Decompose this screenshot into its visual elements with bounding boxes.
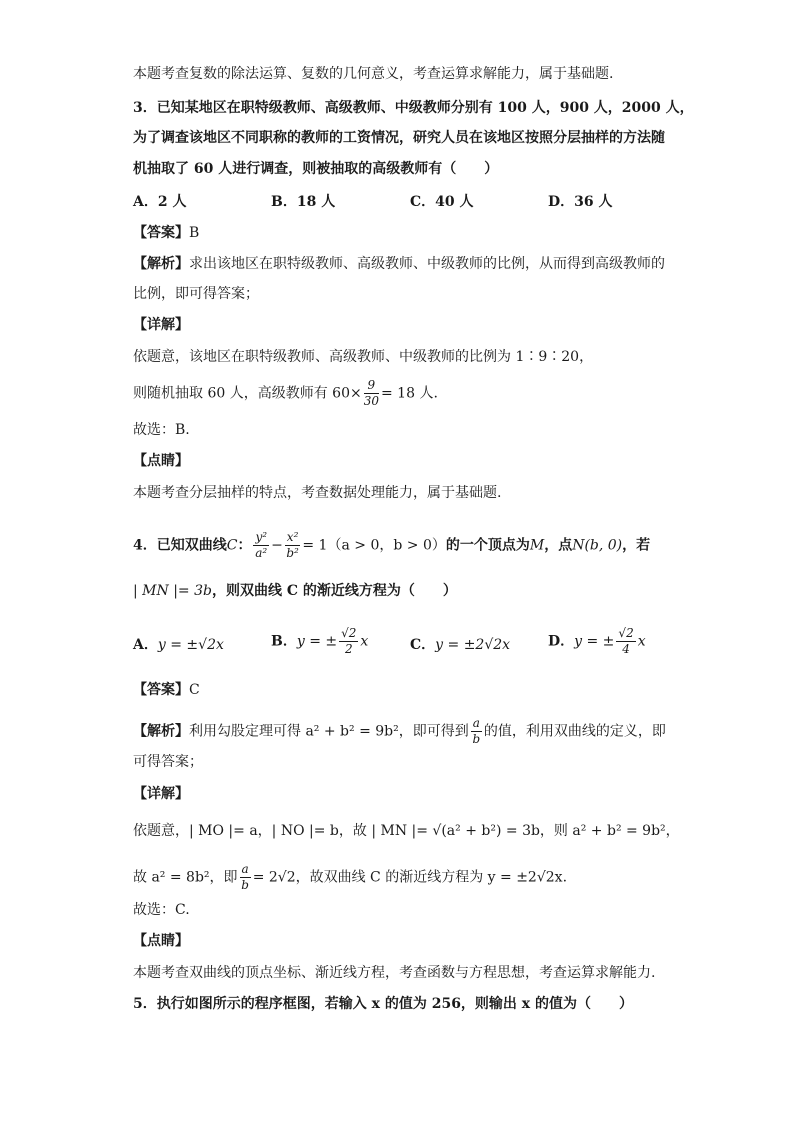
- fraction: [339, 626, 358, 657]
- denominator: 2: [344, 642, 353, 656]
- q3-analysis-line2: 比例，即可得答案；: [133, 286, 259, 302]
- option-letter: C．: [410, 637, 436, 653]
- q4-option-c: [410, 634, 510, 654]
- q3-answer: [133, 223, 199, 243]
- q4-detail-result: = 2√2，故双曲线 C 的渐近线方程为 y = ±2√2x.: [252, 869, 568, 886]
- q4-review-tag: 【点睛】: [133, 933, 189, 949]
- numerator: x²: [286, 530, 299, 544]
- numerator: 9: [364, 378, 379, 394]
- analysis-text-cont: 的值，利用双曲线的定义，即: [483, 723, 666, 740]
- point-text: ，点: [544, 537, 573, 554]
- denominator: 4: [622, 642, 630, 656]
- q3-option-d: D．36 人: [548, 194, 613, 210]
- option-letter: B．: [271, 633, 297, 650]
- q3-detail-line2: [133, 378, 438, 409]
- denominator: b: [241, 878, 249, 892]
- fraction-x2-b2: [285, 530, 301, 561]
- denominator: b: [472, 732, 481, 746]
- q3-detail-line1: 依题意，该地区在职特级教师、高级教师、中级教师的比例为 1∶9∶20，: [133, 349, 594, 365]
- option-formula-pre: y = ±: [296, 633, 338, 650]
- q4-review-text: 本题考查双曲线的顶点坐标、渐近线方程，考查函数与方程思想，考查运算求解能力.: [133, 965, 656, 981]
- denominator: a²: [255, 546, 268, 560]
- q3-detail-text: 则随机抽取 60 人，高级教师有 60×: [133, 385, 362, 402]
- curve-name: C: [226, 537, 238, 554]
- option-formula-post: x: [637, 633, 646, 650]
- fraction: [364, 378, 379, 409]
- q4-detail-line2: [133, 862, 567, 893]
- answer-value: B: [189, 225, 200, 241]
- q3-analysis-line1: [133, 254, 665, 274]
- q3-stem-line2: 为了调查该地区不同职称的教师的工资情况，研究人员在该地区按照分层抽样的方法随: [133, 130, 665, 146]
- q4-analysis-line1: [133, 716, 666, 747]
- intro-text: 本题考查复数的除法运算、复数的几何意义，考查运算求解能力，属于基础题.: [133, 66, 614, 82]
- q4-answer: [133, 680, 200, 700]
- q3-option-c: C．40 人: [410, 194, 474, 210]
- analysis-text: 求出该地区在职特级教师、高级教师、中级教师的比例，从而得到高级教师的: [189, 256, 665, 272]
- option-formula: y = ±√2x: [157, 637, 224, 653]
- point-n: N(b, 0): [572, 537, 623, 554]
- if-text: ，若: [622, 537, 651, 554]
- q3-review-text: 本题考查分层抽样的特点，考查数据处理能力，属于基础题.: [133, 485, 502, 501]
- numerator: y²: [255, 530, 268, 544]
- q4-stem-question: ，则双曲线 C 的渐近线方程为（ ）: [211, 583, 457, 599]
- vertex-m: M: [529, 537, 545, 554]
- option-letter: D．: [548, 633, 575, 650]
- q4-option-b: [271, 626, 368, 657]
- q4-detail-text: 故 a² = 8b²，即: [133, 869, 238, 886]
- colon: ：: [237, 537, 252, 554]
- q4-option-d: [548, 626, 646, 657]
- q4-stem-intro: 4．已知双曲线: [133, 537, 227, 554]
- denominator: b²: [286, 546, 299, 560]
- q3-choose: 故选：B.: [133, 422, 190, 438]
- q3-option-b: B．18 人: [271, 194, 336, 210]
- fraction-a-b: [471, 716, 482, 747]
- answer-tag: 【答案】: [133, 225, 189, 241]
- option-letter: A．: [133, 637, 158, 653]
- denominator: 30: [363, 394, 379, 408]
- fraction-y2-a2: [253, 530, 269, 561]
- q4-stem-line1: [133, 530, 650, 561]
- q3-option-a: A．2 人: [133, 194, 187, 210]
- q3-stem-line3: 机抽取了 60 人进行调查，则被抽取的高级教师有（ ）: [133, 161, 499, 177]
- q4-stem-line2: [133, 581, 457, 601]
- analysis-tag: 【解析】: [133, 256, 189, 272]
- analysis-tag: 【解析】: [133, 723, 189, 740]
- analysis-text: 利用勾股定理可得 a² + b² = 9b²，即可得到: [189, 723, 469, 740]
- option-formula-pre: y = ±: [574, 633, 615, 650]
- answer-tag: 【答案】: [133, 682, 189, 698]
- q4-choose: 故选：C.: [133, 902, 190, 918]
- equation-rhs: = 1（a > 0，b > 0）: [302, 537, 446, 554]
- q4-detail-line1: 依题意，| MO |= a，| NO |= b，故 | MN |= √(a² + b²) = 3b，则 a² + b² = 9b²，: [133, 823, 680, 839]
- option-formula-post: x: [360, 633, 369, 650]
- answer-value: C: [189, 682, 200, 698]
- fraction-a-b: [240, 862, 251, 893]
- numerator: a: [472, 716, 480, 730]
- numerator: √2: [341, 626, 357, 640]
- numerator: a: [241, 862, 249, 876]
- q4-option-a: [133, 634, 224, 654]
- q4-detail-tag: 【详解】: [133, 786, 189, 802]
- mn-condition: | MN |= 3b: [133, 583, 212, 599]
- fraction: [616, 626, 635, 657]
- q3-detail-result: = 18 人.: [381, 385, 438, 402]
- numerator: √2: [618, 626, 634, 640]
- option-formula: y = ±2√2x: [435, 637, 511, 653]
- q4-analysis-line2: 可得答案；: [133, 754, 203, 770]
- q3-review-tag: 【点睛】: [133, 453, 189, 469]
- q3-stem-line1: 3．已知某地区在职特级教师、高级教师、中级教师分别有 100 人，900 人，2000 人，: [133, 100, 694, 116]
- q3-detail-tag: 【详解】: [133, 317, 189, 333]
- q5-stem: 5．执行如图所示的程序框图，若输入 x 的值为 256，则输出 x 的值为（ ）: [133, 996, 634, 1012]
- vertex-text: 的一个顶点为: [445, 537, 530, 554]
- minus-sign: −: [271, 537, 283, 554]
